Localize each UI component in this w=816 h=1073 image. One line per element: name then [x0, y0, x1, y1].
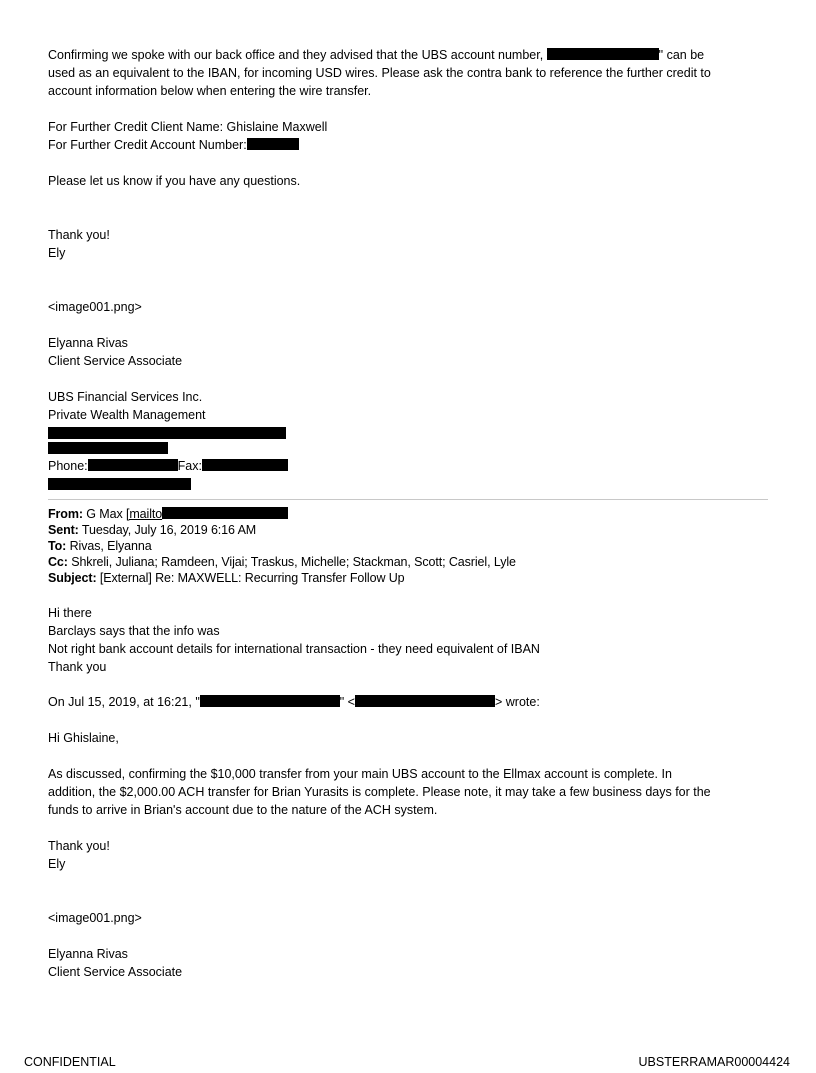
closing-thanks: Thank you!	[48, 839, 110, 853]
greeting: Hi Ghislaine,	[48, 731, 119, 745]
email-document	[48, 46, 778, 981]
message-text: addition, the $2,000.00 ACH transfer for Brian Yurasits is complete. Please note, it may take a few business days for the	[48, 785, 711, 799]
confidential-label: CONFIDENTIAL	[24, 1055, 116, 1069]
header-cc: Cc: Shkreli, Juliana; Ramdeen, Vijai; Traskus, Michelle; Stackman, Scott; Casriel, Lyle	[48, 555, 516, 569]
message-text: As discussed, confirming the $10,000 transfer from your main UBS account to the Ellmax account is complete. In	[48, 767, 672, 781]
message-text: Please let us know if you have any questions.	[48, 174, 301, 188]
header-sent: Sent: Tuesday, July 16, 2019 6:16 AM	[48, 523, 257, 537]
reply-line: Hi there	[48, 606, 92, 620]
redaction-block	[48, 427, 286, 439]
closing-sign: Ely	[48, 857, 66, 871]
mailto-link[interactable]: [mailto	[125, 507, 163, 521]
redaction-block	[162, 507, 288, 519]
message-text: used as an equivalent to the IBAN, for incoming USD wires. Please ask the contra bank to reference the further credit to	[48, 66, 711, 80]
redaction-block	[247, 138, 299, 150]
redaction-block	[48, 442, 168, 454]
header-to: To: Rivas, Elyanna	[48, 539, 152, 553]
signature-title: Client Service Associate	[48, 965, 183, 979]
signature-company: UBS Financial Services Inc.	[48, 390, 203, 404]
message-text: account information below when entering the wire transfer.	[48, 84, 372, 98]
signature-name: Elyanna Rivas	[48, 336, 128, 350]
redaction-block	[202, 459, 288, 471]
signature-phone-fax: Phone: Fax:	[48, 457, 778, 475]
reply-line: Not right bank account details for international transaction - they need equivalent of IBAN	[48, 642, 540, 656]
message-text: funds to arrive in Brian's account due to the nature of the ACH system.	[48, 803, 438, 817]
signature-title: Client Service Associate	[48, 354, 183, 368]
message-divider	[48, 499, 768, 500]
reply-line: Thank you	[48, 660, 107, 674]
header-subject: Subject: [External] Re: MAXWELL: Recurring Transfer Follow Up	[48, 571, 405, 585]
ffc-account-number: For Further Credit Account Number:	[48, 136, 778, 154]
redaction-block	[355, 695, 495, 707]
email-header	[48, 506, 778, 586]
bates-number: UBSTERRAMAR00004424	[638, 1055, 790, 1069]
header-from: From: G Max [mailto	[48, 506, 778, 522]
closing-thanks: Thank you!	[48, 228, 110, 242]
redaction-block	[88, 459, 178, 471]
redaction-block	[547, 48, 659, 60]
signature-division: Private Wealth Management	[48, 408, 206, 422]
image-placeholder: <image001.png>	[48, 911, 142, 925]
signature-name: Elyanna Rivas	[48, 947, 128, 961]
closing-sign: Ely	[48, 246, 66, 260]
ffc-client-name: For Further Credit Client Name: Ghislaine Maxwell	[48, 120, 328, 134]
reply-line: Barclays says that the info was	[48, 624, 220, 638]
quote-attribution: On Jul 15, 2019, at 16:21, " " < > wrote:	[48, 695, 540, 709]
redaction-block	[200, 695, 340, 707]
image-placeholder: <image001.png>	[48, 300, 142, 314]
message-text: Confirming we spoke with our back office and they advised that the UBS account number, " can be	[48, 48, 705, 62]
redaction-block	[48, 478, 191, 490]
